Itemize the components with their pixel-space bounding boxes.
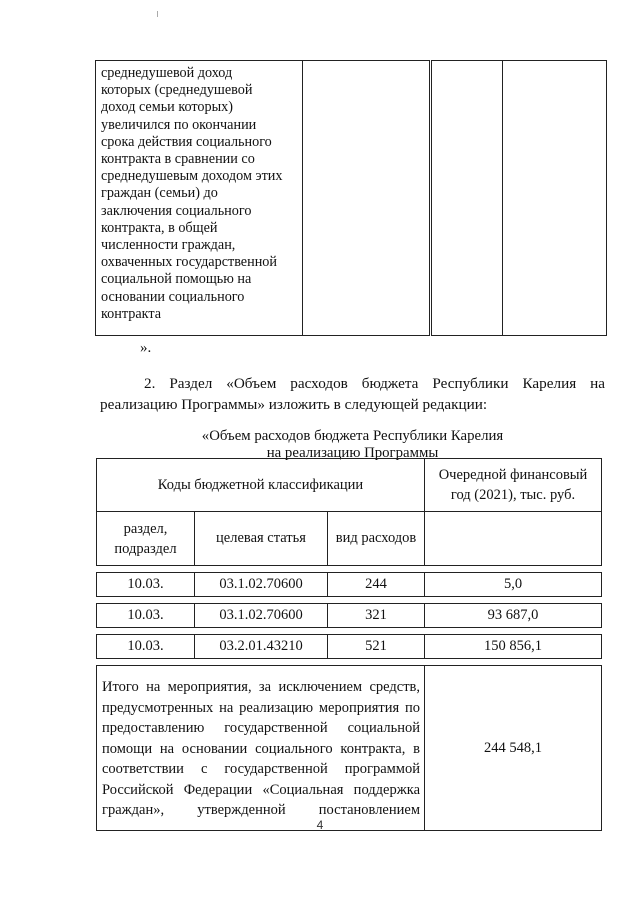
row-section: 10.03. <box>97 635 195 659</box>
row-type: 321 <box>328 604 425 628</box>
empty-cell <box>303 61 431 336</box>
closing-quote: ». <box>140 340 152 356</box>
page-number: 4 <box>316 818 324 832</box>
continuation-row <box>96 61 607 336</box>
row-target: 03.1.02.70600 <box>195 604 328 628</box>
scan-mark <box>157 11 158 17</box>
header-codes: Коды бюджетной классификации <box>97 459 425 512</box>
table-row <box>97 635 602 659</box>
row-section: 10.03. <box>97 604 195 628</box>
col-section: раздел, подраздел <box>97 512 195 566</box>
section-paragraph <box>100 373 605 415</box>
separator <box>97 566 602 573</box>
separator <box>97 659 602 666</box>
budget-table <box>96 458 602 831</box>
row-target: 03.1.02.70600 <box>195 573 328 597</box>
total-label: Итого на мероприятия, за исключением средств, предусмотренных на реализацию мероприятия по предоставлению государственной социальной помощи на основании социального контракта, в соответствии с государственной программой Российской Федерации «Социальная поддержка граждан», утвержденной постановлением <box>97 666 425 831</box>
table-row <box>97 573 602 597</box>
row-type: 521 <box>328 635 425 659</box>
indicator-text: среднедушевой доход которых (среднедушевой доход семьи которых) увеличился по окончании срока действия социального контракта в сравнении со среднедушевым доходом этих граждан (семьи) до заключения социального контракта, в общей численности граждан, охваченных государственной социальной помощью на основании социального контракта <box>101 65 283 322</box>
col-type: вид расходов <box>328 512 425 566</box>
separator <box>97 597 602 604</box>
table-row <box>97 604 602 628</box>
row-amount: 150 856,1 <box>425 635 602 659</box>
separator <box>97 628 602 635</box>
header-year: Очередной финансовый год (2021), тыс. руб. <box>425 459 602 512</box>
subheader-row <box>97 512 602 566</box>
section-line-2: реализацию Программы» изложить в следующей редакции: <box>100 396 488 413</box>
row-section: 10.03. <box>97 573 195 597</box>
total-row <box>97 666 602 831</box>
continuation-table <box>95 60 607 336</box>
row-target: 03.2.01.43210 <box>195 635 328 659</box>
indicator-cell <box>96 61 303 336</box>
row-amount: 93 687,0 <box>425 604 602 628</box>
total-amount: 244 548,1 <box>425 666 602 831</box>
empty-cell <box>503 61 607 336</box>
row-amount: 5,0 <box>425 573 602 597</box>
col-target: целевая статья <box>195 512 328 566</box>
section-line-1: 2. Раздел «Объем расходов бюджета Республики Карелия на <box>144 375 605 392</box>
empty-cell <box>431 61 503 336</box>
table-title-line-1: «Объем расходов бюджета Республики Карелия <box>201 428 504 444</box>
header-row <box>97 459 602 512</box>
table-title <box>100 428 605 462</box>
row-type: 244 <box>328 573 425 597</box>
table-title-line-2: на реализацию Программы <box>266 445 439 461</box>
col-amount <box>425 512 602 566</box>
